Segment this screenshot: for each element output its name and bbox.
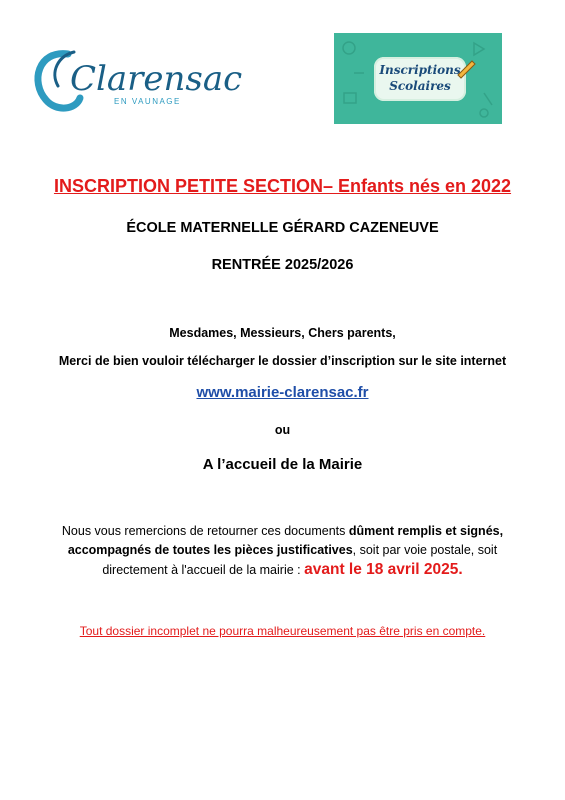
inscriptions-scolaires-badge <box>334 33 502 124</box>
logo-tagline: EN VAUNAGE <box>114 97 181 106</box>
return-text-bold: dûment remplis et signés, accompagnés de toutes les pièces justificatives <box>67 524 504 557</box>
incomplete-warning: Tout dossier incomplet ne pourra malheureusement pas être pris en compte. <box>79 624 486 638</box>
website-link[interactable]: www.mairie-clarensac.fr <box>196 384 369 401</box>
download-instructions: Merci de bien vouloir télécharger le dossier d’inscription sur le site internet <box>58 354 507 368</box>
return-text-1: Nous vous remercions de retourner ces documents <box>61 524 349 538</box>
mairie-reception: A l’accueil de la Mairie <box>202 456 363 473</box>
badge-line-1: Inscriptions <box>379 63 461 77</box>
badge-line-2: Scolaires <box>389 79 451 93</box>
greeting: Mesdames, Messieurs, Chers parents, <box>169 326 396 340</box>
pencil-icon <box>454 55 478 79</box>
page-title: INSCRIPTION PETITE SECTION– Enfants nés en 2022 <box>53 176 512 196</box>
return-instructions <box>40 522 525 580</box>
clarensac-logo <box>28 42 243 122</box>
school-name: ÉCOLE MATERNELLE GÉRARD CAZENEUVE <box>126 220 439 236</box>
return-text-2: , soit par voie postale, soit directement à l'accueil de la mairie : <box>102 543 498 577</box>
logo-name: Clarensac <box>70 59 243 99</box>
deadline: avant le 18 avril 2025. <box>304 561 463 578</box>
or-text: ou <box>274 423 291 437</box>
rentree-label: RENTRÉE 2025/2026 <box>211 257 354 273</box>
badge-card <box>374 57 466 101</box>
